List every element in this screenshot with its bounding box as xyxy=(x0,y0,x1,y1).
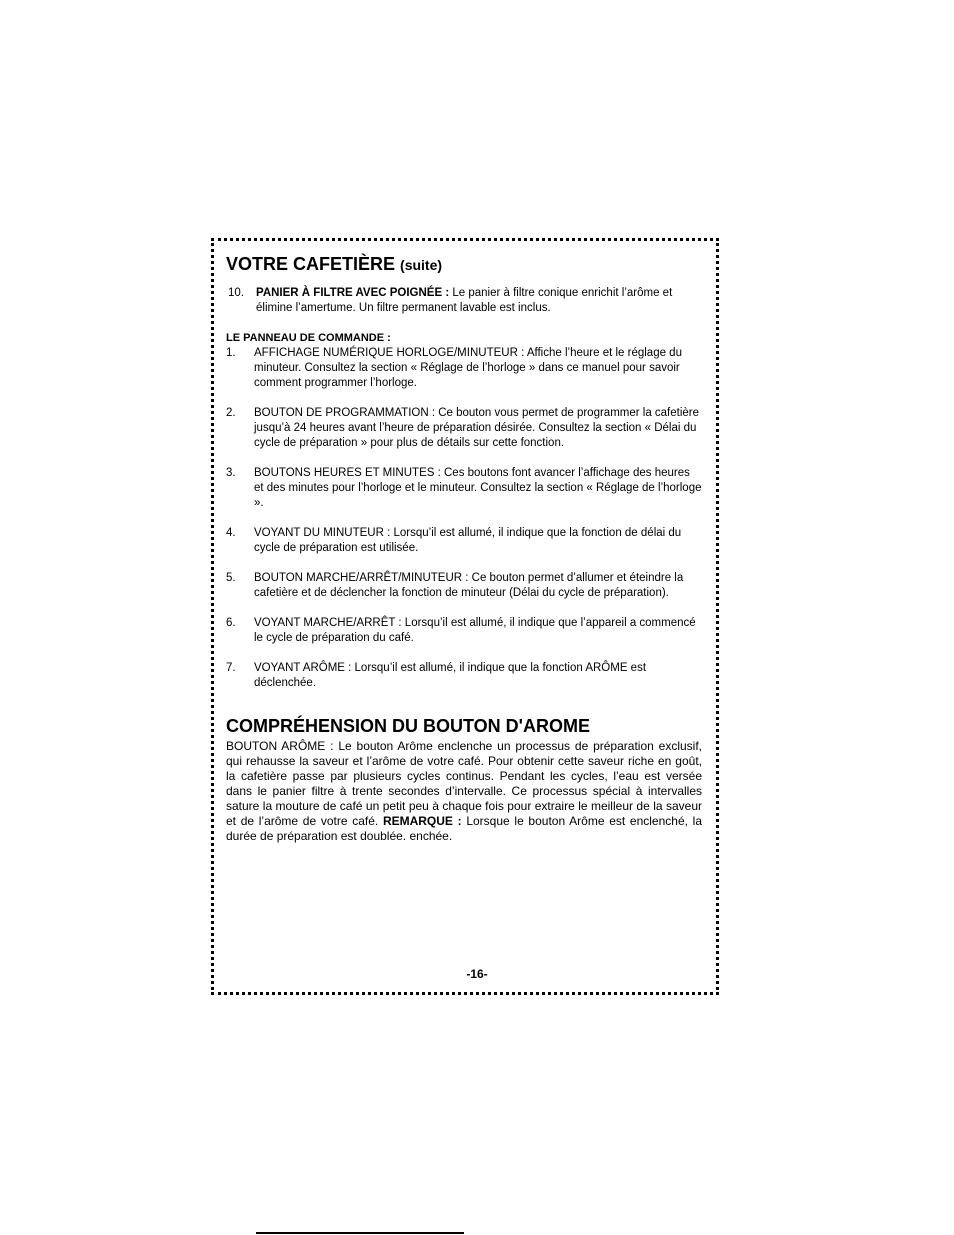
item-text: BOUTON MARCHE/ARRÊT/MINUTEUR : Ce bouton permet d’allumer et éteindre la cafetière et de déclencher la fonction de minuteur (Délai du cycle de préparation). xyxy=(254,572,684,599)
page-content xyxy=(226,252,702,844)
page-title-text: VOTRE CAFETIÈRE xyxy=(226,254,396,274)
page-title-suffix: (suite) xyxy=(400,257,443,273)
aroma-section-heading: COMPRÉHENSION DU BOUTON D'AROME xyxy=(226,716,590,736)
item-text: VOYANT ARÔME : Lorsqu’il est allumé, il indique que la fonction ARÔME est déclenchée. xyxy=(254,662,647,689)
item-number: 7. xyxy=(226,662,236,674)
control-panel-list xyxy=(226,346,702,691)
list-item xyxy=(226,346,702,391)
list-item xyxy=(226,466,702,511)
item-label: PANIER À FILTRE AVEC POIGNÉE : xyxy=(256,287,450,299)
page-title xyxy=(226,252,702,277)
item-text: Le panier à filtre conique enrichit l’arôme et élimine l’amertume. Un filtre permanent lavable est inclus. xyxy=(256,287,673,314)
list-item xyxy=(226,571,702,601)
item-text: VOYANT DU MINUTEUR : Lorsqu’il est allumé, il indique que la fonction de délai du cycle de préparation est utilisée. xyxy=(254,527,682,554)
item-number: 3. xyxy=(226,467,236,479)
list-item-10 xyxy=(226,286,702,316)
item-text: VOYANT MARCHE/ARRÊT : Lorsqu’il est allumé, il indique que l’appareil a commencé le cycle de préparation du café. xyxy=(254,617,696,644)
item-number: 2. xyxy=(226,407,236,419)
item-number: 6. xyxy=(226,617,236,629)
control-panel-heading: LE PANNEAU DE COMMANDE : xyxy=(226,332,391,344)
aroma-paragraph-start: BOUTON ARÔME : Le bouton Arôme enclenche un processus de préparation exclusif, qui rehausse la saveur et l’arôme de votre café. Pour obtenir cette saveur riche en goût, la cafetière passe par plusieurs cycles continus. Pendant les cycles, l’eau est versée dans le panier filtre à trente secondes d’intervalle. Ce processus spécial à intervalles sature la mouture de café un petit peu à chaque fois pour extraire le meilleur de la saveur et de l’arôme de votre café. xyxy=(226,739,702,828)
item-text: BOUTONS HEURES ET MINUTES : Ces boutons font avancer l’affichage des heures et des minutes pour l’horloge et le minuteur. Consultez la section « Réglage de l’horloge ». xyxy=(254,467,702,509)
item-text: AFFICHAGE NUMÉRIQUE HORLOGE/MINUTEUR : Affiche l’heure et le réglage du minuteur. Consultez la section « Réglage de l’horloge » dans ce manuel pour savoir comment programmer l’horloge. xyxy=(254,347,682,389)
aroma-paragraph xyxy=(226,739,702,844)
item-text: BOUTON DE PROGRAMMATION : Ce bouton vous permet de programmer la cafetière jusqu’à 24 heures avant l’heure de préparation désirée. Consultez la section « Délai du cycle de préparation » pour plus de détails sur cette fonction. xyxy=(254,407,700,449)
remark-label: REMARQUE : xyxy=(382,814,462,828)
aroma-paragraph-end: Lorsque le bouton Arôme est enclenché, la durée de préparation est doublée. enchée. xyxy=(226,814,702,843)
item-number: 1. xyxy=(226,347,236,359)
item-number: 4. xyxy=(226,527,236,539)
list-item xyxy=(226,526,702,556)
item-number: 10. xyxy=(228,287,244,299)
item-number: 5. xyxy=(226,572,236,584)
list-item xyxy=(226,616,702,646)
page-number: -16- xyxy=(466,967,488,981)
list-item xyxy=(226,661,702,691)
bottom-rule-line xyxy=(256,1232,464,1234)
list-item xyxy=(226,406,702,451)
